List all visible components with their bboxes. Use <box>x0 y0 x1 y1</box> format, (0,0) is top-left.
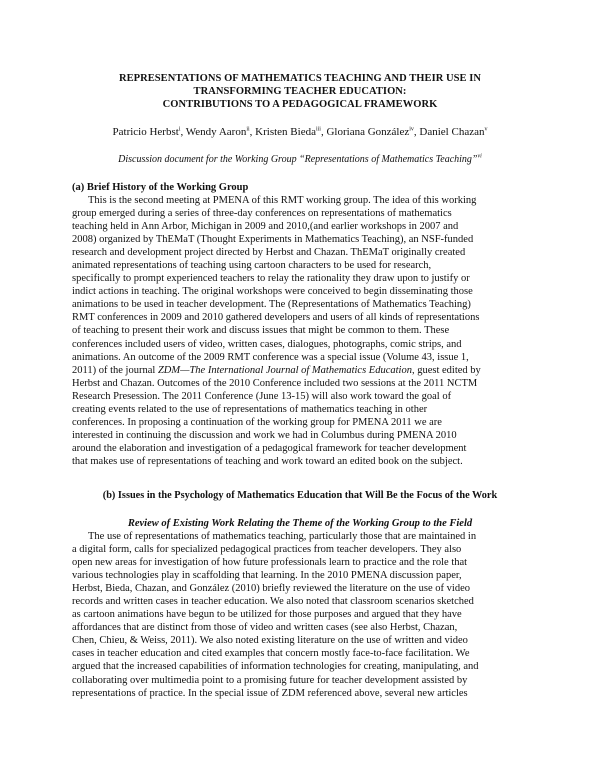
text-line: open new areas for investigation of how future professionals learn to practice and the role that <box>72 557 468 569</box>
author-name: Daniel Chazan <box>419 126 485 138</box>
section-b-subheading: Review of Existing Work Relating the Theme of the Working Group to the Field <box>127 518 473 529</box>
author-footnote-mark[interactable]: i <box>178 126 181 133</box>
text-line: 2008) organized by ThEMaT (Thought Experiments in Mathematics Teaching), an NSF-funded <box>72 234 474 246</box>
text-line: Research Presession. The 2011 Conference (June 13-15) will also work toward the goal of <box>72 390 452 402</box>
text-line: various technologies play in scaffolding that learning. In the 2010 PMENA discussion paper, <box>72 570 462 582</box>
author-footnote-mark[interactable]: ii <box>246 126 250 133</box>
text-line: a digital form, calls for specialized pedagogical practices from teacher developers. They also <box>72 544 462 556</box>
section-b-heading: (b) Issues in the Psychology of Mathematics Education that Will Be the Focus of the Work <box>102 490 498 501</box>
author-footnote-mark[interactable]: v <box>484 126 488 133</box>
text-line: records and written cases in teacher education. We also noted that classroom scenarios sketched <box>72 596 474 608</box>
text-line: The use of representations of mathematics teaching, particularly those that are maintained in <box>88 531 477 542</box>
paper-title <box>60 72 540 111</box>
text-line: Chen, Chieu, & Weiss, 2011). We also noted existing literature on the use of written and video <box>72 635 468 647</box>
text-line: animations to be used in teacher development. The (Representations of Mathematics Teaching) <box>72 299 471 311</box>
journal-title: ZDM—The International Journal of Mathematics Education <box>157 364 412 376</box>
text-line: that makes use of representations of teaching and work toward an edited book on the subject. <box>72 455 463 467</box>
text-line: animations. An outcome of the 2009 RMT conference was a special issue (Volume 43, issue 1, <box>72 351 469 363</box>
text-line: around the elaboration and investigation of a pedagogical framework for teacher development <box>72 442 467 454</box>
text-line: argued that the increased capabilities of information technologies for creating, manipulating, and <box>72 661 479 673</box>
text-fragment: , guest edited by <box>411 364 481 376</box>
text-line: teaching held in Ann Arbor, Michigan in 2009 and 2010,(and earlier workshops in 2007 and <box>72 221 459 233</box>
text-line: indict actions in teaching. The original workshops were conceived to begin disseminating those <box>72 286 473 298</box>
discussion-note <box>60 153 540 166</box>
text-line: animated representations of teaching using cartoon characters to be used for research, <box>72 260 432 272</box>
text-line: conferences. In proposing a continuation of the working group for PMENA 2011 we are <box>72 416 442 428</box>
text-line: of teaching to present their work and discuss issues that might be common to them. These <box>72 325 450 337</box>
text-line: group emerged during a series of three-day conferences on representations of mathematics <box>72 208 452 220</box>
text-line: affordances that are distinct from those of video and written cases (see also Herbst, Chazan, <box>72 622 458 634</box>
author-name: Wendy Aaron <box>185 126 247 138</box>
text-line: as cartoon animations have begun to be utilized for those purposes and argued that they have <box>72 609 462 621</box>
author-name: Gloriana González <box>326 126 410 138</box>
text-line: conferences included users of video, written cases, dialogues, photographs, comic strips, and <box>72 338 462 350</box>
section-a-heading: (a) Brief History of the Working Group <box>72 182 249 193</box>
text-line: Herbst and Chazan. Outcomes of the 2010 Conference included two sessions at the 2011 NCTM <box>72 377 478 389</box>
author-name: Patricio Herbst <box>112 126 179 138</box>
title-line-2: TRANSFORMING TEACHER EDUCATION: <box>193 86 407 97</box>
discussion-text: Discussion document for the Working Group “Representations of Mathematics Teaching” <box>118 154 478 165</box>
text-line: collaborating over multimedia point to a promising future for teacher development assisted by <box>72 674 468 686</box>
text-line: cases in teacher education and cited examples that concern mostly face-to-face facilitation. We <box>72 648 470 660</box>
text-line: creating events related to the use of representations of mathematics teaching in other <box>72 403 428 415</box>
text-line <box>72 364 542 377</box>
author-name: Kristen Bieda <box>255 126 316 138</box>
text-line: This is the second meeting at PMENA of this RMT working group. The idea of this working <box>88 195 477 206</box>
discussion-footnote-mark[interactable]: vi <box>477 153 482 160</box>
text-line: specifically to prompt experienced teachers to relay the rationality they draw upon to justify or <box>72 273 470 285</box>
text-line: research and development project directed by Herbst and Chazan. ThEMaT originally created <box>72 247 466 259</box>
author-list: Patricio Herbst$^i$, Wendy Aaron$^{ii}$, Kristen Bieda$^{iii}$, Gloriana González$^{iv}$, Daniel Chazan$^v$ <box>112 126 488 138</box>
section-a-paragraph <box>72 194 542 468</box>
text-fragment: 2011) of the journal <box>72 364 158 376</box>
title-line-1: REPRESENTATIONS OF MATHEMATICS TEACHING AND THEIR USE IN <box>118 73 482 84</box>
text-line: Herbst, Bieda, Chazan, and González (2010) briefly reviewed the literature on the use of video <box>72 583 470 595</box>
title-line-3: CONTRIBUTIONS TO A PEDAGOGICAL FRAMEWORK <box>162 99 438 110</box>
author-footnote-mark[interactable]: iii <box>315 126 321 133</box>
text-line: RMT conferences in 2009 and 2010 gathered developers and users of all kinds of representations <box>72 312 480 324</box>
text-line: interested in continuing the discussion and work we had in Columbus during PMENA 2010 <box>72 429 457 441</box>
author-footnote-mark[interactable]: iv <box>409 126 414 133</box>
text-line: representations of practice. In the special issue of ZDM referenced above, several new articles <box>72 687 468 699</box>
section-b-paragraph <box>72 530 542 700</box>
